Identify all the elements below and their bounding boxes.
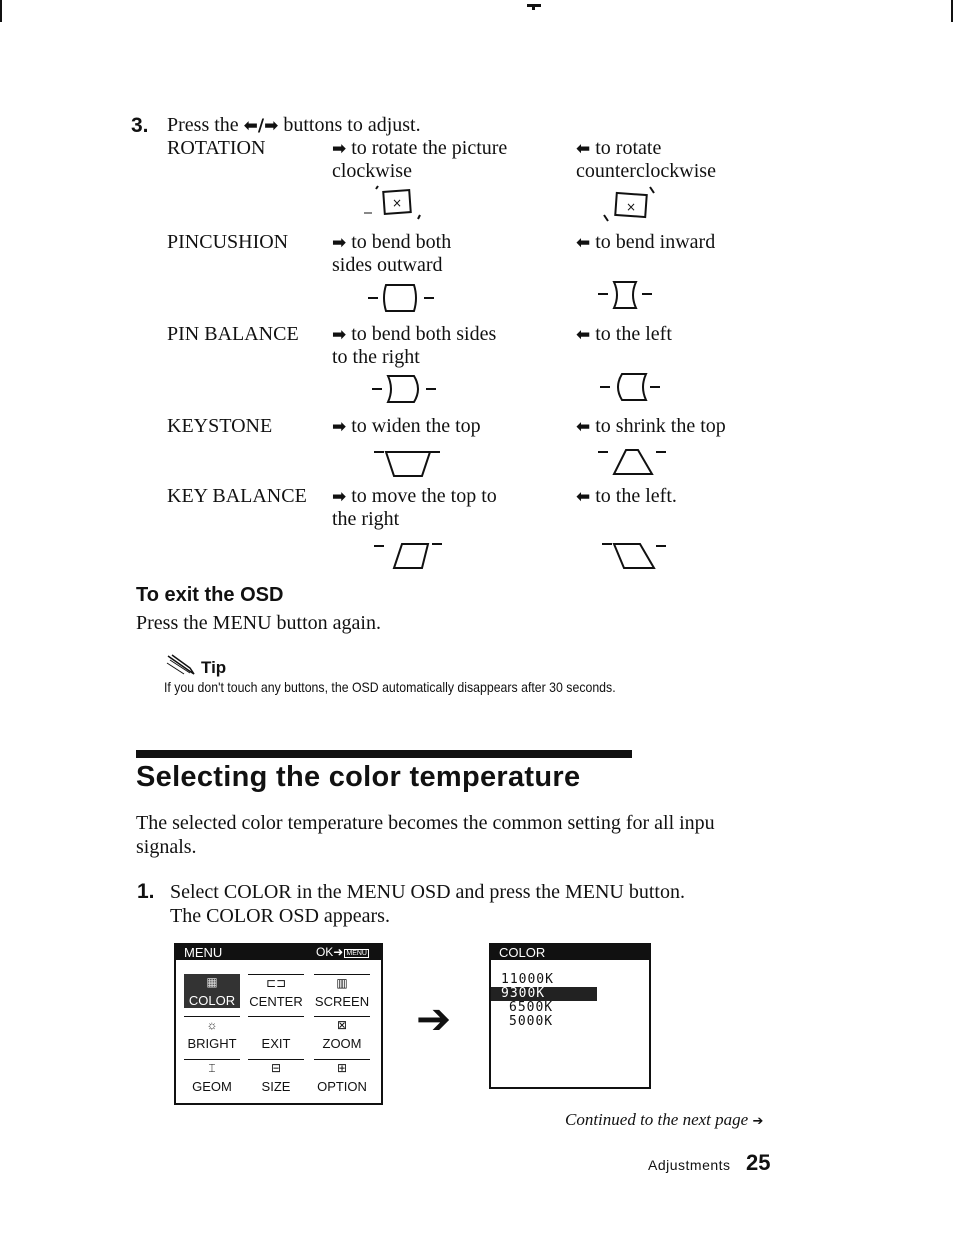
pincushion-outward-icon bbox=[368, 281, 438, 315]
left-effect-line1: to the left. bbox=[595, 485, 677, 507]
menu-item-label: ZOOM bbox=[322, 1036, 362, 1051]
pin-balance-right-icon bbox=[372, 372, 438, 406]
right-effect-line2: clockwise bbox=[332, 160, 412, 182]
left-arrow-icon: ⬅ bbox=[576, 487, 591, 507]
option-icon: ⊞ bbox=[336, 1061, 348, 1075]
svg-text:×: × bbox=[391, 196, 403, 210]
left-edge-mark bbox=[0, 0, 2, 22]
exit-osd-text: Press the MENU button again. bbox=[136, 612, 381, 634]
ok-label: OK➜ bbox=[315, 945, 344, 959]
pincushion-inward-icon bbox=[598, 278, 658, 312]
left-arrow-icon: ⬅ bbox=[576, 139, 591, 159]
key-balance-right-icon bbox=[372, 538, 444, 572]
menu-item-label: GEOM bbox=[192, 1079, 232, 1094]
right-effect-line2: to the right bbox=[332, 346, 420, 368]
zoom-icon: ⊠ bbox=[336, 1018, 348, 1032]
right-effect-line2: sides outward bbox=[332, 254, 443, 276]
tip-label: Tip bbox=[201, 658, 227, 677]
continued-note bbox=[565, 1108, 763, 1133]
right-effect-line1: to bend both bbox=[351, 231, 452, 253]
right-arrow-icon: ➡ bbox=[332, 233, 347, 253]
key-balance-left-icon bbox=[598, 538, 670, 572]
step-number: 1. bbox=[137, 880, 155, 903]
menu-item-bright[interactable] bbox=[184, 1016, 240, 1051]
left-right-arrows-icon: ⬅/➡ bbox=[243, 116, 279, 136]
top-mark-stem bbox=[532, 6, 535, 10]
color-icon: ▦ bbox=[206, 975, 218, 989]
continued-text: Continued to the next page bbox=[565, 1110, 749, 1129]
size-icon: ⊟ bbox=[270, 1061, 282, 1075]
menu-item-exit[interactable] bbox=[248, 1016, 304, 1051]
intro-pre: Press the bbox=[167, 114, 239, 136]
menu-item-geom[interactable] bbox=[184, 1059, 240, 1094]
left-effect-line1: to bend inward bbox=[595, 231, 716, 253]
step-number: 3. bbox=[131, 114, 149, 137]
row-name: KEY BALANCE bbox=[167, 485, 307, 507]
intro-post: buttons to adjust. bbox=[283, 114, 421, 136]
center-icon: ⊏⊐ bbox=[265, 976, 287, 990]
left-effect-line1: to shrink the top bbox=[595, 415, 726, 437]
left-effect bbox=[576, 323, 672, 347]
keystone-widen-icon bbox=[372, 444, 442, 480]
temperature-option[interactable]: 6500K bbox=[509, 1000, 554, 1015]
right-effect-line2: the right bbox=[332, 508, 400, 530]
right-effect-line1: to rotate the picture bbox=[351, 137, 508, 159]
right-arrow-icon: ➡ bbox=[332, 139, 347, 159]
left-arrow-icon: ⬅ bbox=[576, 417, 591, 437]
left-effect-line1: to the left bbox=[595, 323, 672, 345]
left-arrow-icon: ⬅ bbox=[576, 325, 591, 345]
step1-line1: Select COLOR in the MENU OSD and press the MENU button. bbox=[170, 881, 685, 903]
menu-item-label: EXIT bbox=[261, 1036, 291, 1051]
left-effect-line1: to rotate bbox=[595, 137, 662, 159]
transition-arrow-icon: ➔ bbox=[416, 994, 452, 1043]
temperature-option[interactable]: 11000K bbox=[501, 972, 554, 987]
exit-osd-heading: To exit the OSD bbox=[136, 584, 284, 606]
right-effect-line1: to move the top to bbox=[351, 485, 497, 507]
menu-item-size[interactable] bbox=[248, 1059, 304, 1094]
menu-item-zoom[interactable] bbox=[314, 1016, 370, 1051]
row-name: KEYSTONE bbox=[167, 415, 273, 437]
menu-item-screen[interactable] bbox=[314, 974, 370, 1009]
section-rule bbox=[136, 750, 632, 758]
left-effect bbox=[576, 485, 677, 509]
step1-line2: The COLOR OSD appears. bbox=[170, 905, 390, 927]
color-osd bbox=[489, 943, 651, 1089]
section-title: Selecting the color temperature bbox=[136, 761, 581, 793]
color-temperature-list bbox=[501, 973, 597, 1029]
menu-osd bbox=[174, 943, 383, 1105]
color-osd-title: COLOR bbox=[499, 945, 546, 960]
right-arrow-icon: ➡ bbox=[332, 487, 347, 507]
menu-item-option[interactable] bbox=[314, 1059, 370, 1094]
right-effect bbox=[332, 485, 497, 509]
menu-item-label: BRIGHT bbox=[187, 1036, 237, 1051]
right-arrow-icon: ➡ bbox=[332, 325, 347, 345]
pin-balance-left-icon bbox=[600, 370, 666, 404]
right-effect bbox=[332, 323, 496, 347]
step-intro bbox=[167, 114, 421, 138]
menu-item-center[interactable] bbox=[248, 974, 304, 1009]
keystone-shrink-icon bbox=[598, 444, 668, 480]
menu-osd-title: MENU bbox=[184, 945, 223, 960]
row-name: PIN BALANCE bbox=[167, 323, 299, 345]
left-effect-line2: counterclockwise bbox=[576, 160, 716, 182]
brightness-icon: ☼ bbox=[206, 1018, 218, 1032]
right-effect bbox=[332, 137, 507, 161]
rotate-counterclockwise-icon bbox=[598, 185, 668, 225]
pencil-icon bbox=[166, 654, 198, 676]
temperature-option[interactable]: 5000K bbox=[509, 1014, 554, 1029]
svg-text:×: × bbox=[625, 200, 637, 214]
page-number: 25 bbox=[746, 1150, 771, 1175]
section-intro-line1: The selected color temperature becomes the common setting for all inpu bbox=[136, 812, 715, 834]
section-intro-line2: signals. bbox=[136, 836, 197, 858]
left-effect bbox=[576, 137, 661, 161]
menu-item-label: OPTION bbox=[317, 1079, 367, 1094]
color-osd-titlebar bbox=[491, 945, 649, 960]
menu-item-label: SCREEN bbox=[314, 994, 370, 1009]
menu-item-label: COLOR bbox=[188, 993, 236, 1008]
temperature-option-selected[interactable]: 9300K bbox=[491, 987, 597, 1001]
rotate-clockwise-icon bbox=[362, 185, 432, 225]
menu-osd-titlebar bbox=[176, 945, 381, 960]
right-effect bbox=[332, 415, 481, 439]
right-effect-line1: to bend both sides bbox=[351, 323, 497, 345]
menu-badge: MENU bbox=[346, 950, 367, 957]
left-arrow-icon: ⬅ bbox=[576, 233, 591, 253]
continued-arrow-icon: ➔ bbox=[752, 1114, 764, 1129]
menu-osd-ok bbox=[316, 945, 369, 961]
menu-item-label: CENTER bbox=[249, 994, 303, 1009]
right-effect bbox=[332, 231, 451, 255]
left-effect bbox=[576, 415, 726, 439]
row-name: PINCUSHION bbox=[167, 231, 289, 253]
right-edge-mark bbox=[951, 0, 953, 22]
running-footer-section: Adjustments bbox=[648, 1157, 731, 1173]
menu-item-color[interactable] bbox=[184, 974, 240, 1008]
tip-text: If you don't touch any buttons, the OSD automatically disappears after 30 seconds. bbox=[164, 679, 616, 695]
menu-item-label: SIZE bbox=[261, 1079, 291, 1094]
right-effect-line1: to widen the top bbox=[351, 415, 481, 437]
screen-icon: ▥ bbox=[336, 976, 348, 990]
geometry-icon: ⌶ bbox=[208, 1061, 216, 1075]
left-effect bbox=[576, 231, 715, 255]
row-name: ROTATION bbox=[167, 137, 266, 159]
right-arrow-icon: ➡ bbox=[332, 417, 347, 437]
